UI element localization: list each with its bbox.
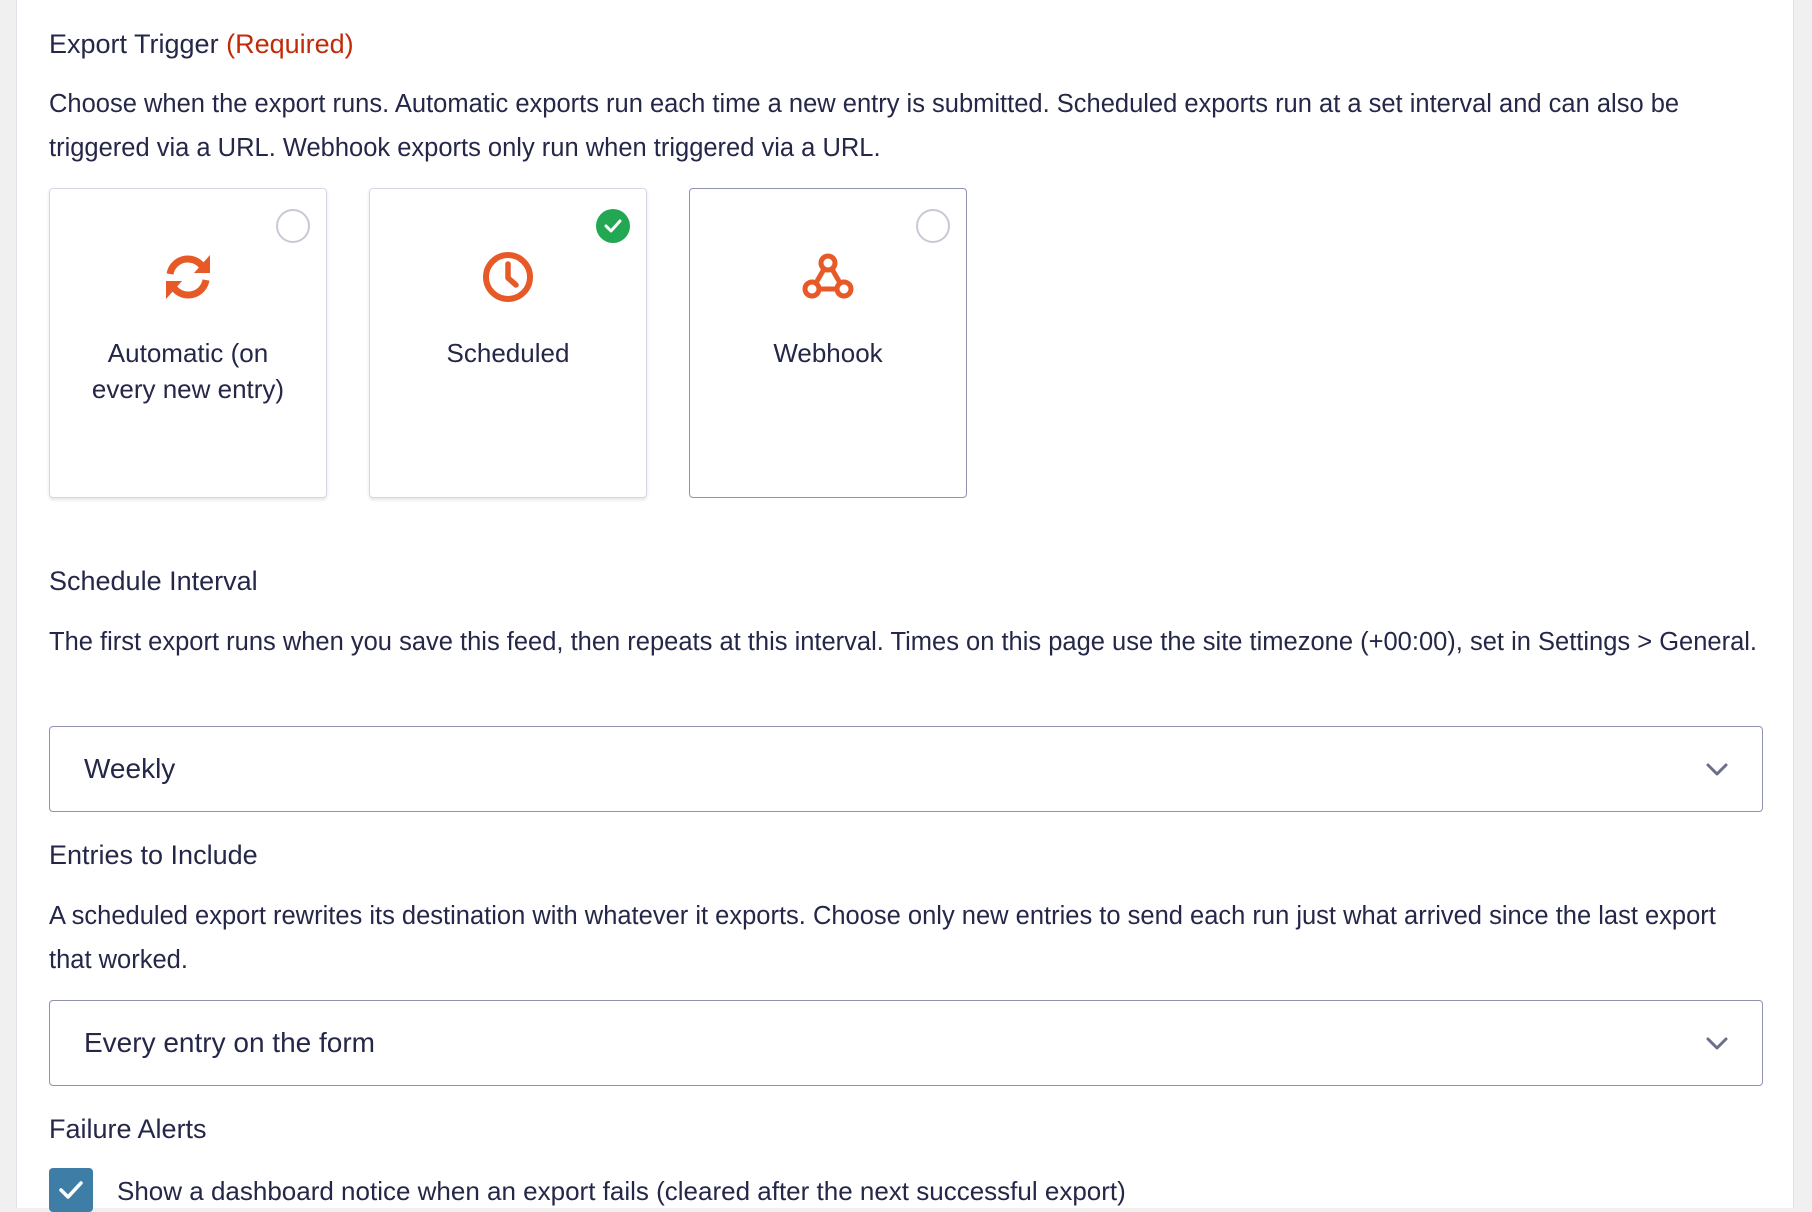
trigger-option-scheduled[interactable]: [369, 188, 647, 498]
export-trigger-options: [49, 188, 1049, 500]
chevron-down-icon: [1706, 763, 1728, 777]
refresh-icon: [158, 247, 218, 307]
trigger-scheduled-label: Scheduled: [446, 338, 570, 368]
entries-to-include-description: A scheduled export rewrites its destination with whatever it exports. Choose only new entries to send each run just what arrived since the last export that worked.: [49, 902, 1716, 974]
trigger-webhook-radio[interactable]: [916, 209, 950, 243]
clock-icon: [478, 247, 538, 307]
settings-panel: [16, 0, 1794, 1208]
schedule-interval-label: Schedule Interval: [49, 566, 258, 596]
failure-alerts-checkbox[interactable]: [49, 1168, 93, 1212]
export-trigger-title: Export Trigger: [49, 29, 219, 59]
export-trigger-label: [49, 28, 354, 60]
entries-to-include-value: Every entry on the form: [84, 1027, 376, 1058]
failure-alerts-label: Failure Alerts: [49, 1114, 207, 1144]
failure-alerts-checkbox-label[interactable]: Show a dashboard notice when an export fails (cleared after the next successful export): [117, 1176, 1126, 1206]
trigger-webhook-label: Webhook: [773, 338, 883, 368]
trigger-automatic-radio[interactable]: [276, 209, 310, 243]
schedule-interval-select[interactable]: [49, 726, 1763, 812]
schedule-interval-value: Weekly: [84, 753, 176, 784]
trigger-automatic-label: Automatic (on every new entry): [91, 338, 285, 404]
entries-to-include-select[interactable]: [49, 1000, 1763, 1086]
trigger-scheduled-radio[interactable]: [596, 209, 630, 243]
trigger-option-automatic[interactable]: [49, 188, 327, 498]
trigger-option-webhook[interactable]: [689, 188, 967, 498]
webhook-icon: [798, 247, 858, 307]
checkmark-icon: [58, 1180, 84, 1200]
export-trigger-description: Choose when the export runs. Automatic exports run each time a new entry is submitted. Scheduled exports run at a set interval and can also be triggered via a URL. Webhook exports only run when triggered via a URL.: [49, 90, 1680, 162]
entries-to-include-label: Entries to Include: [49, 840, 258, 870]
checkmark-icon: [604, 219, 622, 233]
chevron-down-icon: [1706, 1037, 1728, 1051]
schedule-interval-description: The first export runs when you save this feed, then repeats at this interval. Times on this page use the site timezone (+00:00), set in Settings > General.: [49, 628, 1758, 656]
required-indicator: (Required): [226, 29, 354, 59]
